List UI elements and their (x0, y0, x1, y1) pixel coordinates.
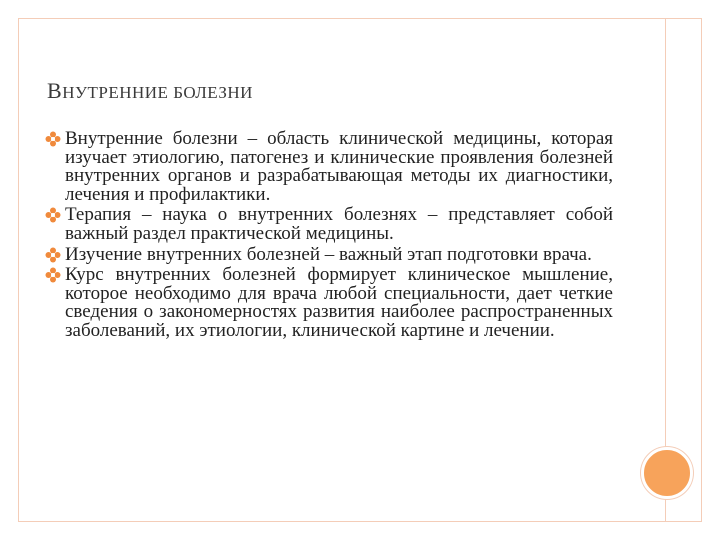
flower-bullet-icon (45, 207, 61, 223)
list-item-text: Терапия – наука о внутренних болезнях – представляет собой важный раздел практической медицины. (65, 204, 613, 244)
list-item (45, 130, 613, 204)
decorative-circle (641, 447, 693, 499)
list-item-text: Изучение внутренних болезней – важный этап подготовки врача. (65, 243, 592, 265)
flower-bullet-icon (45, 131, 61, 147)
list-item (45, 266, 613, 340)
flower-bullet-icon (45, 247, 61, 263)
list-item (45, 206, 613, 243)
list-item (45, 243, 613, 265)
slide-title-rest: НУТРЕННИЕ БОЛЕЗНИ (62, 83, 253, 102)
flower-bullet-icon (45, 267, 61, 283)
list-item-text: Внутренние болезни – область клинической медицины, которая изучает этиологию, патогенез и клинические проявления болезней внутренних органов и разрабатывающая методы их диагностики, лечения и профилактики. (65, 128, 613, 205)
slide-title (47, 78, 253, 104)
list-item-text: Курс внутренних болезней формирует клиническое мышление, которое необходимо для врача любой специальности, дает четкие сведения о закономерностях развития наиболее распространенных заболеваний, их этиологии, клинической картине и лечении. (65, 264, 613, 341)
slide-title-first-letter: В (47, 78, 63, 103)
bullet-list (45, 130, 613, 343)
